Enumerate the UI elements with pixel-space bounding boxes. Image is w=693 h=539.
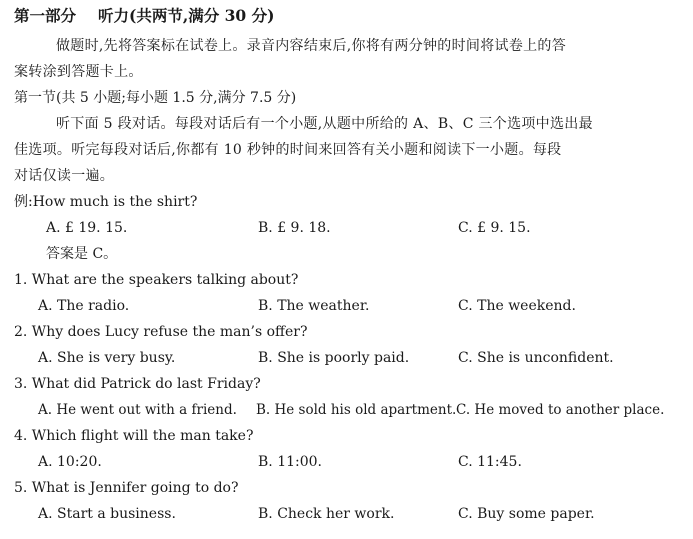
example-option-c: C. £ 9. 15. — [458, 220, 531, 236]
section-title — [14, 6, 693, 26]
question-2-option-c: C. She is unconfident. — [458, 350, 614, 366]
part1-instruction-line: 佳选项。听完每段对话后,你都有 10 秒钟的时间来回答有关小题和阅读下一小题。每段 — [14, 142, 562, 158]
example-question: 例:How much is the shirt? — [14, 194, 198, 210]
example-option-a: A. £ 19. 15. — [46, 220, 128, 236]
question-4: 4. Which flight will the man take? — [14, 428, 254, 444]
part1-instruction-line: 对话仅读一遍。 — [14, 168, 115, 184]
part1-heading: 第一节(共 5 小题;每小题 1.5 分,满分 7.5 分) — [14, 90, 297, 106]
question-2-option-b: B. She is poorly paid. — [258, 350, 410, 366]
example-answer: 答案是 C。 — [46, 246, 118, 262]
part1-instruction-line: 听下面 5 段对话。每段对话后有一个小题,从题中所给的 A、B、C 三个选项中选出最 — [56, 116, 593, 132]
question-5-option-c: C. Buy some paper. — [458, 506, 595, 522]
question-3-option-a: A. He went out with a friend. — [38, 402, 237, 418]
instruction-line: 案转涂到答题卡上。 — [14, 64, 143, 80]
question-1-option-c: C. The weekend. — [458, 298, 576, 314]
question-5: 5. What is Jennifer going to do? — [14, 480, 239, 496]
question-1: 1. What are the speakers talking about? — [14, 272, 299, 288]
question-3-option-b: B. He sold his old apartment. — [256, 402, 457, 418]
example-option-b: B. £ 9. 18. — [258, 220, 331, 236]
section-title-listening: 听力(共两节,满分 30 分) — [98, 6, 275, 25]
question-2-option-a: A. She is very busy. — [38, 350, 176, 366]
question-1-option-b: B. The weather. — [258, 298, 370, 314]
section-title-part: 第一部分 — [14, 6, 77, 25]
question-5-option-b: B. Check her work. — [258, 506, 395, 522]
question-5-option-a: A. Start a business. — [38, 506, 176, 522]
question-3: 3. What did Patrick do last Friday? — [14, 376, 261, 392]
question-4-option-a: A. 10:20. — [38, 454, 102, 470]
question-4-option-c: C. 11:45. — [458, 454, 522, 470]
instruction-line: 做题时,先将答案标在试卷上。录音内容结束后,你将有两分钟的时间将试卷上的答 — [56, 38, 566, 54]
question-1-option-a: A. The radio. — [38, 298, 130, 314]
question-2: 2. Why does Lucy refuse the man’s offer? — [14, 324, 308, 340]
question-4-option-b: B. 11:00. — [258, 454, 322, 470]
question-3-option-c: C. He moved to another place. — [456, 402, 665, 418]
